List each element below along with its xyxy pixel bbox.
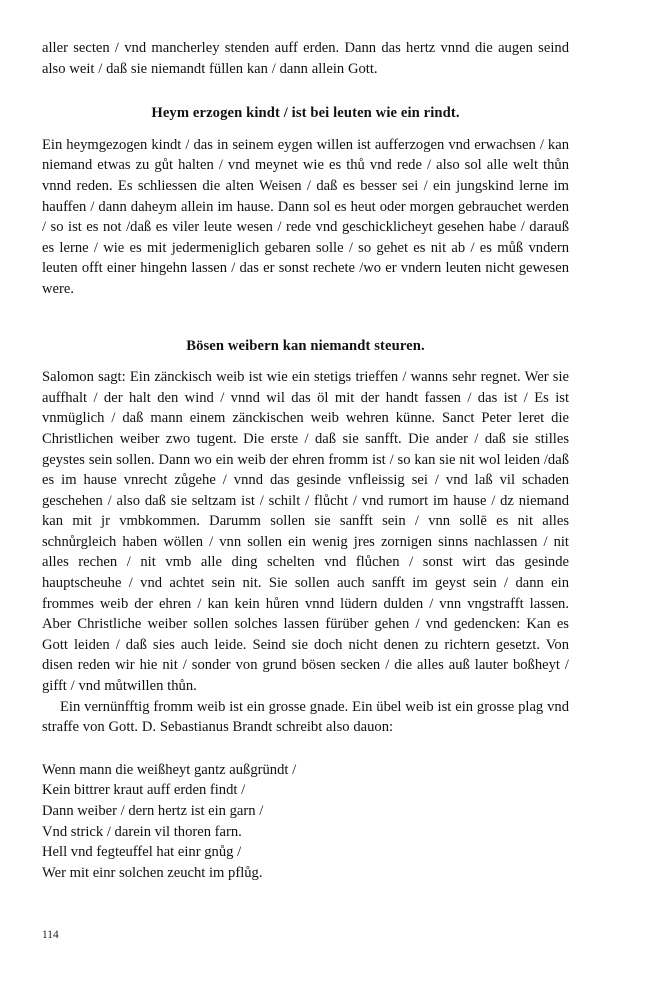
section-heading-1: Heym erzogen kindt / ist bei leuten wie ein rindt. (151, 105, 460, 122)
paragraph-boesen-weibern: Salomon sagt: Ein zänckisch weib ist wie ein stetigs trieffen / wanns sehr regnet. Wer sie auffhalt / der halt den wind / vnnd wil das öl mit der handt fassen / das ist / Es ist vnmüglich / daß mann einem zänckischen weib wehren künne. Sanct Peter leret die Christlichen weiber zwo tugent. Die erste / daß sie sanfft. Die ander / daß sie stilles geystes sein sollen. Dann wo ein weib der ehren fromm ist / so kan sie nit wol leiden /daß es im hause vnrecht zůgehe / vnnd das gesinde vnfleissig sei / vnd laß vil schaden geschehen / also daß sie seltzam ist / schilt / flůcht / vnd rumort im hause / dz niemand kan mit jr vmbkommen. Darumm sollen sie sanfft sein / vnn sollē es nit alles schnůrgleich haben wöllen / vnn sollen ein wenig jres zornigen sinns nachlassen / nit alles rechen / nit vmb alle ding schelten vnd flůchen / sonst wirt das gesinde hauptscheuhe / vnd achtet sein nit. Sie sollen auch sanfft im geyst sein / dann ein frommes weib der ehren / kan kein hůren vnnd lüdern dulden / vnn vngstrafft lassen. Aber Christliche weiber sollen solches lassen fürüber gehen / vnd gedencken: Kan es Gott leiden / daß sies auch leide. Seind sie doch nicht denen zu richtern gesetzt. Von disen reden wir hie nit / sonder von grund bösen secken / die alles auß lauter boßheyt / gifft / vnd můtwillen thůn. (42, 369, 569, 695)
page-number: 114 (42, 929, 59, 941)
spacer-before-heading-2 (42, 300, 569, 336)
verse-line: Dann weiber / dern hertz ist ein garn / (42, 803, 264, 819)
verse-block (42, 760, 569, 884)
spacer-before-heading-1 (42, 79, 569, 103)
paragraph-heym-erzogen-kindt: Ein heymgezogen kindt / das in seinem eygen willen ist aufferzogen vnd erwachsen / kan niemand etwas zu gůt halten / vnd meynet wie es thů vnd rede / also sol alle welt thůn vnnd reden. Es schliessen die alten Weisen / daß es besser sei / ein jungskind lerne im hauffen / dann daheym allein im hause. Dann sol es heut oder morgen gebrauchet werden / so ist es not /daß es viler leute wesen / rede vnd geschicklicheyt gesehen habe / darauß es lerne / wie es mit jedermeniglich gebaren solle / so gehet es nit ab / es můß vndern leuten offt einer hingehn lassen / das er sonst rechete /wo er vndern leuten nicht gewesen were. (42, 136, 569, 297)
verse-line: Vnd strick / darein vil thoren farn. (42, 823, 242, 840)
spacer-before-verse (42, 738, 569, 760)
paragraph-vernuenfftig-fromm-weib: Ein vernünfftig fromm weib ist ein grosse gnade. Ein übel weib ist ein grosse plag vnd straffe von Gott. D. Sebastianus Brandt schreibt also dauon: (42, 698, 569, 736)
intro-paragraph: aller secten / vnd mancherley stenden auff erden. Dann das hertz vnnd die augen seind also weit / daß sie niemandt füllen kan / dann allein Gott. (42, 40, 569, 77)
section-heading-2: Bösen weibern kan niemandt steuren. (186, 337, 425, 354)
verse-line: Kein bittrer kraut auff erden findt / (42, 782, 246, 799)
verse-line: Hell vnd fegteuffel hat einr gnůg / (42, 844, 242, 861)
verse-line: Wer mit einr solchen zeucht im pflůg. (42, 864, 263, 881)
page-text-column (42, 38, 569, 883)
verse-line: Wenn mann die weißheyt gantz außgründt / (42, 761, 297, 778)
spacer-after-heading-2 (42, 356, 569, 367)
spacer-after-heading-1 (42, 124, 569, 135)
